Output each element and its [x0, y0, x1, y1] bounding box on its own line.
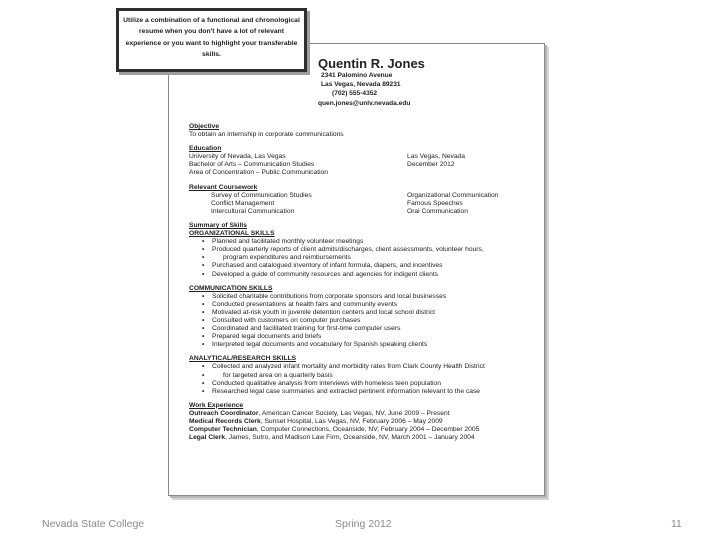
footer-term: Spring 2012 [335, 518, 392, 530]
analytical-skills-list [189, 363, 529, 395]
tip-callout-box [116, 8, 307, 72]
education-left: University of Nevada, Las Vegas [189, 153, 286, 161]
work-item [189, 426, 529, 434]
list-item: • Coordinated and facilitated training for first-time computer users [189, 325, 529, 333]
list-item: • Motivated at-risk youth in juvenile detention centers and local school district [189, 309, 529, 317]
list-item: • Collected and analyzed infant mortality and morbidity rates from Clark County Health District [189, 363, 529, 371]
education-left: Bachelor of Arts – Communication Studies [189, 161, 315, 169]
list-item: • Solicited charitable contributions from corporate sponsors and local businesses [189, 293, 529, 301]
education-row [189, 169, 529, 177]
resume-email: quen.jones@unlv.nevada.edu [318, 99, 411, 107]
skills-heading: Summary of Skills [189, 221, 247, 229]
analytical-skills-heading: ANALYTICAL/RESEARCH SKILLS [189, 355, 297, 363]
job-title: Medical Records Clerk [189, 418, 261, 425]
objective-text: To obtain an internship in corporate communications [189, 131, 344, 139]
job-title: Legal Clerk [189, 434, 226, 442]
list-item: • Purchased and catalogued inventory of infant formula, diapers, and incentives [189, 262, 529, 270]
coursework-left: Survey of Communication Studies [211, 191, 312, 199]
list-item: • for targeted area on a quarterly basis [189, 372, 529, 380]
callout-line: Utilize a combination of a functional and chronological [123, 17, 300, 24]
education-heading: Education [189, 145, 222, 153]
job-title: Outreach Coordinator [189, 409, 259, 417]
job-detail: , James, Sutro, and Madison Law Firm, Oceanside, NV, March 2001 – January 2004 [225, 434, 475, 442]
coursework-row [189, 200, 529, 208]
org-skills-heading: ORGANIZATIONAL SKILLS [189, 230, 275, 238]
callout-line: skills. [202, 51, 221, 59]
list-item: • Developed a guide of community resources and agencies for indigent clients [189, 271, 529, 279]
job-detail: , Computer Connections, Oceanside, NV, February 2004 – December 2005 [256, 426, 480, 434]
resume-name: Quentin R. Jones [318, 56, 425, 71]
work-item [189, 434, 529, 442]
resume-body [189, 123, 529, 442]
work-item [189, 418, 529, 426]
list-item: • Planned and facilitated monthly volunteer meetings [189, 238, 529, 246]
list-item: • program expenditures and reimbursements [189, 254, 529, 262]
callout-line: experience or you want to highlight your transferable [125, 39, 298, 47]
coursework-left: Conflict Management [211, 199, 275, 207]
list-item: • Produced quarterly reports of client admits/discharges, client assessments, volunteer hours, [189, 246, 529, 254]
coursework-left: Intercultural Communication [211, 207, 295, 215]
footer-page-number: 11 [671, 518, 682, 530]
resume-address-line2: Las Vegas, Nevada 89231 [321, 81, 401, 89]
list-item: • Interpreted legal documents and vocabulary for Spanish speaking clients [189, 341, 529, 349]
coursework-right: Oral Communication [407, 207, 468, 215]
education-right: Las Vegas, Nevada [407, 153, 465, 161]
comm-skills-heading: COMMUNICATION SKILLS [189, 284, 273, 292]
work-item [189, 410, 529, 418]
callout-line: resume when you don't have a lot of relevant [138, 28, 285, 36]
list-item: • Conducted presentations at health fairs and community events [189, 301, 529, 309]
education-left: Area of Concentration – Public Communication [189, 169, 329, 177]
resume-header [318, 56, 425, 108]
job-title: Computer Technician [189, 426, 257, 434]
work-heading: Work Experience [189, 401, 244, 409]
objective-heading: Objective [189, 123, 220, 130]
coursework-right: Famous Speeches [407, 199, 463, 207]
resume-phone: (702) 555-4352 [332, 90, 378, 98]
list-item: • Consulted with customers on computer purchases [189, 317, 529, 325]
footer-institution: Nevada State College [42, 518, 145, 530]
education-row [189, 161, 529, 169]
comm-skills-list [189, 293, 529, 350]
coursework-right: Organizational Communication [407, 191, 499, 199]
resume-address-line1: 2341 Palomino Avenue [321, 72, 393, 79]
job-detail: , Sunset Hospital, Las Vegas, NV, February 2006 – May 2009 [260, 418, 443, 425]
job-detail: , American Cancer Society, Las Vegas, NV, June 2009 – Present [258, 409, 450, 417]
coursework-heading: Relevant Coursework [189, 183, 258, 191]
list-item: • Researched legal case summaries and extracted pertinent information relevant to the case [189, 388, 529, 396]
coursework-row [189, 192, 529, 200]
education-right: December 2012 [407, 161, 455, 169]
list-item: • Conducted qualitative analysis from interviews with homeless teen population [189, 380, 529, 388]
list-item: • Prepared legal documents and briefs [189, 333, 529, 341]
org-skills-list [189, 238, 529, 278]
resume-document [168, 43, 545, 496]
coursework-row [189, 208, 529, 216]
education-row [189, 153, 529, 161]
